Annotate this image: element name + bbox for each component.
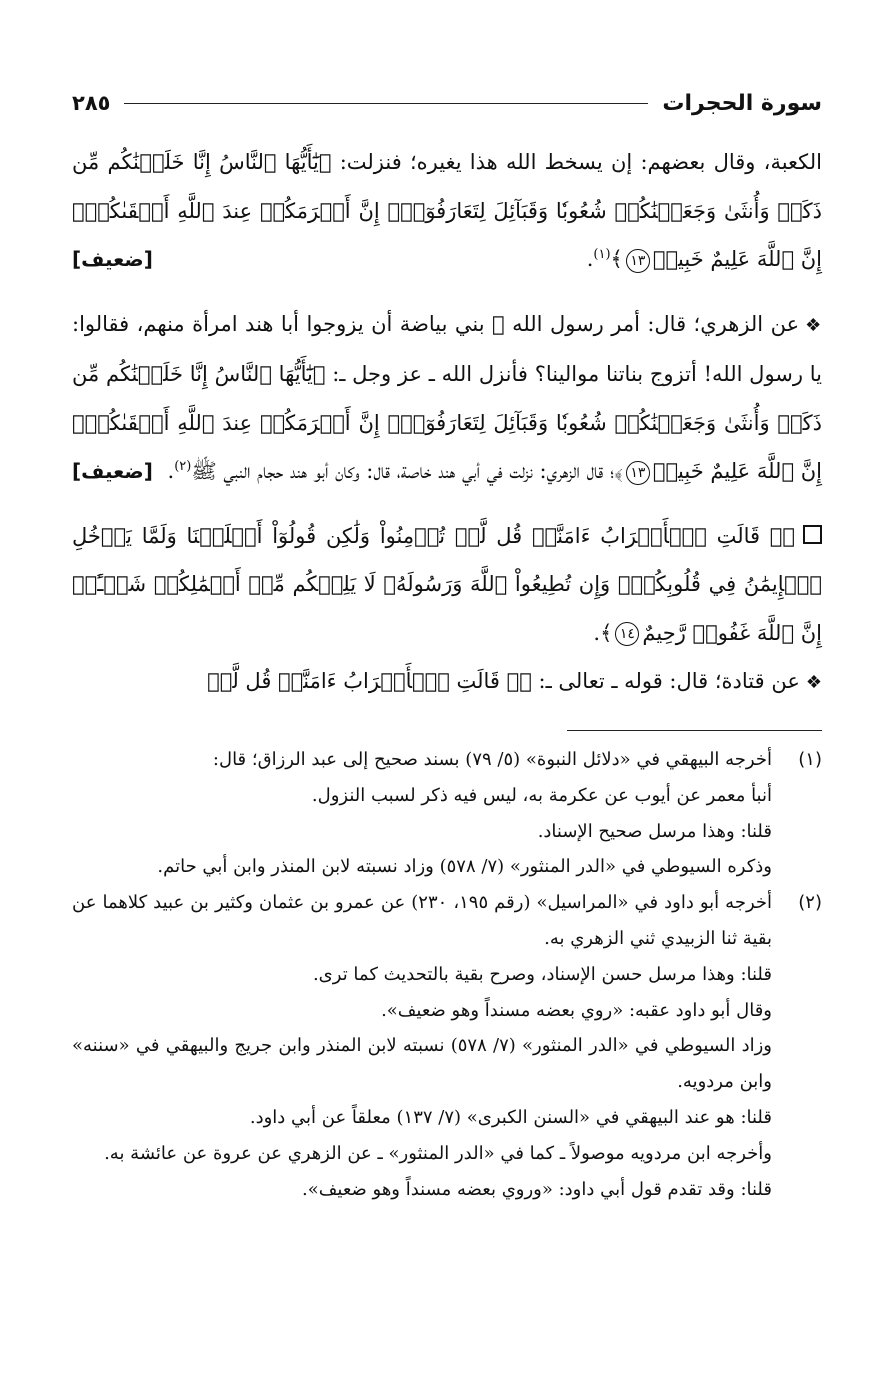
footnote-line: قلنا: هو عند البيهقي في «السنن الكبرى» (٧/ ١٣٧) معلقاً عن أبي داود. — [249, 1106, 772, 1128]
paragraph-3: ﴿۞ قَالَتِ ٱلۡأَعۡرَابُ ءَامَنَّاۖ قُل لَّمۡ تُؤۡمِنُواْ وَلَٰكِن قُولُوٓاْ أَسۡلَمۡنَا وَلَمَّا يَدۡخُلِ ٱلۡإِيمَٰنُ فِي قُلُوبِكُمۡۖ وَإِن تُطِيعُواْ ٱللَّهَ وَرَسُولَهُۥ لَا يَلِتۡكُم مِّنۡ أَعۡمَٰلِكُمۡ شَيۡـًٔاۚ إِنَّ ٱللَّهَ غَفُورٞ رَّحِيمٌ١٤﴾. — [72, 523, 822, 645]
footnote-line: وقال أبو داود عقبه: «روي بعضه مسنداً وهو ضعيف». — [381, 999, 772, 1021]
footnote-line: قلنا: وهذا مرسل صحيح الإسناد. — [537, 820, 772, 842]
footnote-number: (٢) — [798, 892, 822, 914]
bullet-icon: ❖ — [805, 314, 823, 336]
footnote-number: (١) — [798, 749, 822, 770]
footnote-1 — [72, 742, 822, 885]
running-header — [72, 80, 822, 126]
paragraph-1-lead: الكعبة، وقال بعضهم: إن يسخط الله هذا يغيره؛ فنزلت: — [331, 150, 823, 174]
square-marker-icon — [803, 525, 822, 544]
ayah-number-marker: ١٣ — [626, 249, 650, 273]
paragraph-2-lead: عن الزهري؛ قال: أمر رسول الله ﷺ بني بياضة أن يزوجوا أبا هند امرأة منهم، فقالوا: يا رسول الله! أتزوج بناتنا موالينا؟ فأنزل الله ـ عز وجل ـ: — [72, 311, 823, 386]
footnote-line: أخرجه البيهقي في «دلائل النبوة» (٥/ ٧٩) بسند صحيح إلى عبد الرزاق؛ قال: — [212, 749, 772, 770]
verse-close-bracket: ﴾ — [600, 620, 613, 645]
quran-verse: ﴿يَٰٓأَيُّهَا ٱلنَّاسُ إِنَّا خَلَقۡنَٰكُم مِّن ذَكَرٖ وَأُنثَىٰ وَجَعَلۡنَٰكُمۡ شُعُوبٗا وَقَبَآئِلَ لِتَعَارَفُوٓاْۚ إِنَّ أَكۡرَمَكُمۡ عِندَ ٱللَّهِ أَتۡقَىٰكُمۡۚ إِنَّ ٱللَّهَ عَلِيمٌ خَبِيرٞ — [72, 362, 822, 483]
footnote-reference[interactable]: (١) — [593, 247, 611, 262]
paragraph-2-tail: ؛ قال الزهري: نزلت في أبي هند خاصة، قال: وكان أبو هند حجام النبي ﷺ — [191, 459, 615, 483]
quran-verse: ﴿۞ قَالَتِ ٱلۡأَعۡرَابُ ءَامَنَّاۖ قُل لَّمۡ تُؤۡمِنُواْ وَلَٰكِن قُولُوٓاْ أَسۡلَمۡنَا وَلَمَّا يَدۡخُلِ ٱلۡإِيمَٰنُ فِي قُلُوبِكُمۡۖ وَإِن تُطِيعُواْ ٱللَّهَ وَرَسُولَهُۥ لَا يَلِتۡكُم مِّنۡ أَعۡمَٰلِكُمۡ شَيۡـًٔاۚ إِنَّ ٱللَّهَ غَفُورٞ رَّحِيمٌ — [72, 523, 822, 645]
surah-title: سورة الحجرات — [662, 90, 822, 116]
bullet-icon: ❖ — [805, 672, 822, 693]
paragraph-4 — [72, 657, 822, 708]
ayah-number-marker: ١٣ — [626, 461, 650, 485]
footnote-line: قلنا: وقد تقدم قول أبي داود: «وروي بعضه مسنداً وهو ضعيف». — [302, 1178, 772, 1200]
footnote-2 — [72, 885, 822, 1207]
page — [72, 80, 822, 708]
page-number: ٢٨٥ — [72, 91, 111, 115]
paragraph-2: ❖عن الزهري؛ قال: أمر رسول الله ﷺ بني بياضة أن يزوجوا أبا هند امرأة منهم، فقالوا: يا رسول الله! أتزوج بناتنا موالينا؟ فأنزل الله ـ عز وجل ـ: ﴿يَٰٓأَيُّهَا ٱلنَّاسُ إِنَّا خَلَقۡنَٰكُم مِّن ذَكَرٖ وَأُنثَىٰ وَجَعَلۡنَٰكُمۡ شُعُوبٗا وَقَبَآئِلَ لِتَعَارَفُوٓاْۚ إِنَّ أَكۡرَمَكُمۡ عِندَ ٱللَّهِ أَتۡقَىٰكُمۡۚ إِنَّ ٱللَّهَ عَلِيمٌ خَبِيرٞ١٣﴾؛ قال الزهري: نزلت في أبي هند خاصة، قال: وكان أبو هند حجام النبي ﷺ$^{(٢)}$. [ضعيف] — [72, 300, 822, 496]
paragraph-1: الكعبة، وقال بعضهم: إن يسخط الله هذا يغيره؛ فنزلت: ﴿يَٰٓأَيُّهَا ٱلنَّاسُ إِنَّا خَلَقۡنَٰكُم مِّن ذَكَرٖ وَأُنثَىٰ وَجَعَلۡنَٰكُمۡ شُعُوبٗا وَقَبَآئِلَ لِتَعَارَفُوٓاْۚ إِنَّ أَكۡرَمَكُمۡ عِندَ ٱللَّهِ أَتۡقَىٰكُمۡۚ إِنَّ ٱللَّهَ عَلِيمٌ خَبِيرٞ١٣﴾$^{(١)}$. [ضعيف] — [72, 138, 822, 284]
verse-close-bracket: ﴾ — [610, 247, 623, 271]
main-text — [72, 138, 822, 708]
footnote-line: وزاد السيوطي في «الدر المنثور» (٧/ ٥٧٨) نسبته لابن المنذر وابن جريج والبيهقي في «سننه» وابن مردويه. — [72, 1035, 772, 1093]
grading-badge: [ضعيف] — [72, 459, 153, 483]
ayah-number-marker: ١٤ — [615, 622, 639, 646]
header-rule — [124, 103, 648, 104]
quran-verse: ﴿۞ قَالَتِ ٱلۡأَعۡرَابُ ءَامَنَّاۖ قُل لَّمۡ — [207, 669, 532, 693]
paragraph-4-lead: عن قتادة؛ قال: قوله ـ تعالى ـ: — [531, 669, 800, 693]
footnote-line: قلنا: وهذا مرسل حسن الإسناد، وصرح بقية بالتحديث كما ترى. — [312, 963, 772, 985]
footnote-line: أنبأ معمر عن أيوب عن عكرمة به، ليس فيه ذكر لسبب النزول. — [311, 784, 772, 806]
quran-verse: ﴿يَٰٓأَيُّهَا ٱلنَّاسُ إِنَّا خَلَقۡنَٰكُم مِّن ذَكَرٖ وَأُنثَىٰ وَجَعَلۡنَٰكُمۡ شُعُوبٗا وَقَبَآئِلَ لِتَعَارَفُوٓاْۚ إِنَّ أَكۡرَمَكُمۡ عِندَ ٱللَّهِ أَتۡقَىٰكُمۡۚ إِنَّ ٱللَّهَ عَلِيمٌ خَبِيرٞ — [72, 150, 822, 271]
footnote-reference[interactable]: (٢) — [174, 459, 192, 474]
footnote-line: وذكره السيوطي في «الدر المنثور» (٧/ ٥٧٨) وزاد نسبته لابن المنذر وابن أبي حاتم. — [157, 856, 772, 878]
footnotes — [72, 742, 822, 1207]
footnote-line: أخرجه أبو داود في «المراسيل» (رقم ١٩٥، ٢٣٠) عن عمرو بن عثمان وكثير بن عبيد كلاهما عن بقية ثنا الزبيدي ثني الزهري به. — [72, 892, 772, 949]
grading-badge: [ضعيف] — [72, 247, 153, 271]
verse-close-bracket: ﴾ — [614, 459, 623, 483]
footnote-line: وأخرجه ابن مردويه موصولاً ـ كما في «الدر المنثور» ـ عن الزهري عن عروة عن عائشة به. — [104, 1142, 772, 1164]
